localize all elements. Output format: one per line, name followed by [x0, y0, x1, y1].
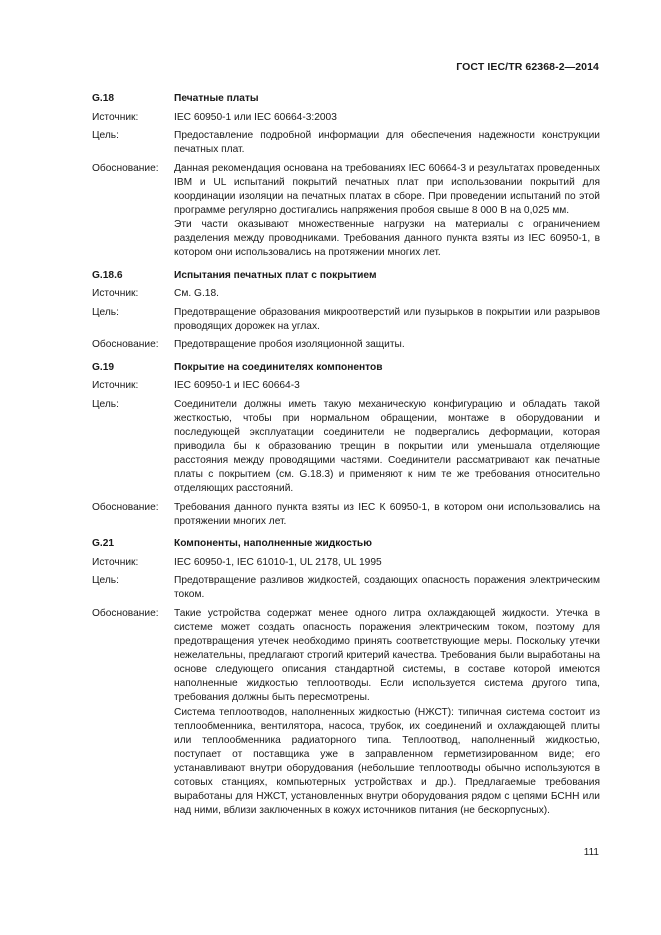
standard-header: ГОСТ IEC/TR 62368-2—2014: [456, 61, 599, 73]
source-label: Источник:: [92, 380, 139, 392]
source-row: [92, 111, 600, 125]
source-row: [92, 287, 600, 301]
source-row: [92, 556, 600, 570]
section-heading: [92, 537, 600, 551]
rationale-row: [92, 607, 600, 818]
goal-text: Предотвращение разливов жидкостей, создающих опасность поражения электрическим током.: [174, 575, 600, 601]
rationale-row: [92, 501, 600, 529]
source-row: [92, 379, 600, 393]
section-heading: [92, 92, 600, 106]
goal-row: [92, 574, 600, 602]
source-text: IEC 60950-1 или IEC 60664-3:2003: [174, 111, 337, 123]
section-number: G.18: [92, 93, 115, 104]
rationale-label: Обоснование:: [92, 339, 159, 351]
goal-label: Цель:: [92, 130, 119, 142]
section-heading: [92, 361, 600, 375]
section-title: Испытания печатных плат с покрытием: [174, 269, 377, 281]
goal-text: Предотвращение образования микроотверстий или пузырьков в покрытии или разрывов проводящих дорожек на углах.: [174, 306, 600, 332]
section-number: G.21: [92, 538, 115, 550]
rationale-label: Обоснование:: [92, 162, 159, 174]
rationale-label: Обоснование:: [92, 607, 159, 619]
goal-row: [92, 129, 600, 157]
rationale-label: Обоснование:: [92, 501, 159, 513]
goal-row: [92, 398, 600, 497]
rationale-row: [92, 162, 600, 261]
rationale-row: [92, 338, 600, 352]
goal-text: Предоставление подробной информации для обеспечения надежности конструкции печатных плат.: [174, 130, 600, 156]
rationale-paragraph: Эти части оказывают множественные нагрузки на материалы с ограничением разделения между проводниками. Требования данного пункта взяты из IEC 60950-1, в котором они использовались на протяжении многих лет.: [174, 219, 600, 259]
source-label: Источник:: [92, 288, 139, 300]
goal-label: Цель:: [92, 398, 119, 410]
rationale-paragraph: Требования данного пункта взяты из IEC К 60950-1, в котором они использовались на протяжении многих лет.: [174, 501, 600, 527]
goal-text: Соединители должны иметь такую механическую конфигурацию и обладать такой жесткостью, чтобы при нормальном обращении, монтаже в оборудовании и последующей эксплуатации соединители не подвергались деформации, которая приводила бы к образованию трещин в покрытии или уменьшала отделяющие расстояния между проводящими частями. Соединители рассматривают как печатные платы с покрытием (см. G.18.3) и применяют к ним те же требования относительно отделяющих расстояний.: [174, 398, 600, 495]
source-text: IEC 60950-1 и IEC 60664-3: [174, 380, 300, 392]
rationale-paragraph: Данная рекомендация основана на требованиях IEC 60664-3 и результатах проведенных IBM и UL испытаний покрытий печатных плат при использовании покрытий для координации изоляции на печатных платах в сборе. При проведении испытаний по этой программе регулярно достигались напряжения пробоя свыше 8 000 В на 0,025 мм.: [174, 162, 600, 217]
section-number: G.18.6: [92, 269, 123, 281]
section-title: Печатные платы: [174, 93, 259, 104]
page-number: 111: [583, 847, 599, 858]
goal-label: Цель:: [92, 575, 119, 587]
section-heading: [92, 269, 600, 283]
source-label: Источник:: [92, 556, 139, 568]
source-text: См. G.18.: [174, 288, 219, 300]
rationale-paragraph: Система теплоотводов, наполненных жидкостью (НЖСТ): типичная система состоит из теплообменника, вентилятора, насоса, трубок, их соединений и охлаждающей плиты или теплообменника радиаторного типа. Теплоотвод, наполненный жидкостью, поступает от поставщика уже в заправленном герметизированном виде; его устанавливают внутри оборудования (небольшие теплоотводы обычно используются в сотовых станциях, компьютерных устройствах и др.). Предлагаемые требования выработаны для НЖСТ, установленных внутри оборудования рядом с цепями БСНН или над ними, вблизи заключенных в кожух источников питания (не бескорпусных).: [174, 706, 600, 817]
section-title: Покрытие на соединителях компонентов: [174, 361, 383, 373]
goal-label: Цель:: [92, 306, 119, 318]
document-body: [92, 92, 600, 818]
source-label: Источник:: [92, 111, 139, 123]
section-title: Компоненты, наполненные жидкостью: [174, 538, 372, 550]
goal-row: [92, 306, 600, 334]
rationale-paragraph: Предотвращение пробоя изоляционной защиты.: [174, 339, 405, 351]
source-text: IEC 60950-1, IEC 61010-1, UL 2178, UL 1995: [174, 556, 382, 568]
section-number: G.19: [92, 361, 115, 373]
rationale-paragraph: Такие устройства содержат менее одного литра охлаждающей жидкости. Утечка в системе может создать опасность поражения электрическим током, поэтому для предотвращения утечек необходимо принять соответствующие меры. Поскольку утечки нежелательны, предлагают строгий критерий качества. Требования были выработаны на основе следующего описания стандартной системы, в составе которой имеются наполненные жидкостью теплоотводы. Если используется система другого типа, требования должны быть пересмотрены.: [174, 607, 600, 704]
